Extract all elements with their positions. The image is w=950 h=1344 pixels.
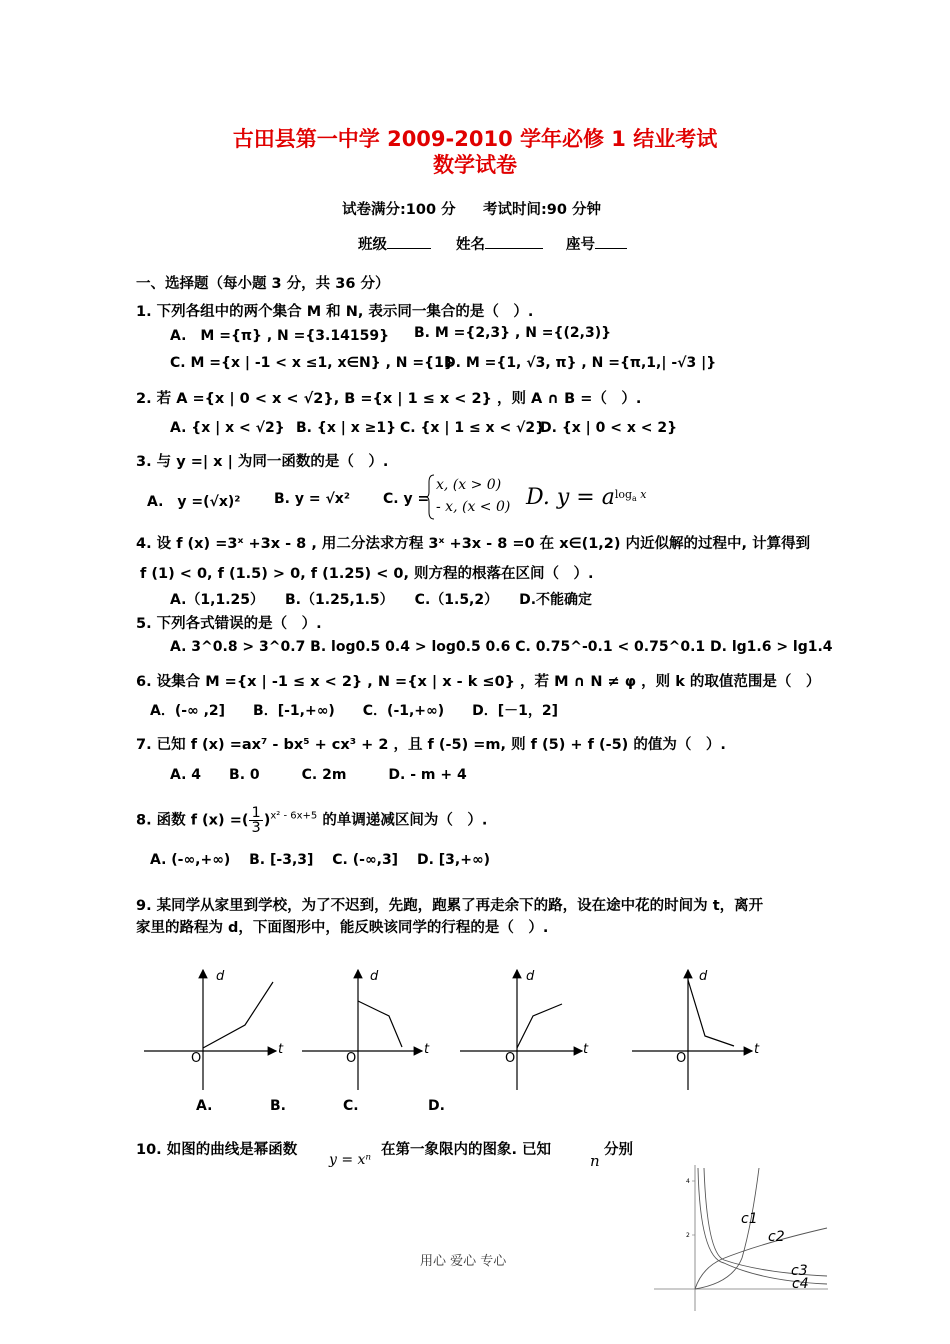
question-9-line-2: 家里的路程为 d，下面图形中，能反映该同学的行程的是（ ）.: [136, 920, 549, 936]
graph-b-d-label: d: [370, 969, 379, 984]
question-1-option-a: A. M ={π} , N ={3.14159}: [170, 328, 390, 344]
question-2-stem: 2. 若 A ={x | 0 < x < √2}, B ={x | 1 ≤ x < 2} ，则 A ∩ B =（ ）.: [136, 391, 642, 407]
graph-a-d-label: d: [216, 969, 225, 984]
graph-b-t-label: t: [424, 1042, 430, 1057]
question-3-option-b: B. y = √x²: [274, 491, 350, 507]
question-7-options: A. 4 B. 0 C. 2m D. - m + 4: [170, 767, 467, 783]
exam-subtitle: 数学试卷: [433, 153, 517, 177]
question-8-stem: 8. 函数 f (x) =( $\frac{1}{3}$ )$^{x^2 - 6x+5}$ 的单调递减区间为（ ）.: [136, 805, 488, 836]
graph-d: [632, 969, 760, 1090]
question-3-option-d: D. $y = a^{log_a x}$: [526, 485, 647, 510]
question-6-options: A．(-∞ ,2] B．[-1,+∞) C．(-1,+∞) D．[－1，2]: [150, 703, 559, 719]
power-function-figure: [652, 1163, 830, 1313]
question-10-formula: y = xⁿ: [329, 1152, 372, 1168]
question-4-options: A.（1,1.25） B.（1.25,1.5） C.（1.5,2） D.不能确定: [170, 592, 593, 608]
graph-a-label: A.: [196, 1098, 213, 1114]
graph-b-origin: O: [346, 1051, 357, 1066]
curve-c1-label: c1: [741, 1211, 758, 1227]
graph-a-origin: O: [191, 1051, 202, 1066]
graph-c-t-label: t: [583, 1042, 589, 1057]
graph-d-origin: O: [676, 1051, 687, 1066]
question-3-case-1: x, (x > 0): [436, 477, 502, 493]
graph-c: [460, 969, 589, 1090]
tick-4: 4: [686, 1178, 690, 1185]
graph-a-t-label: t: [278, 1042, 284, 1057]
graph-c-d-label: d: [526, 969, 535, 984]
question-2-option-d: D. {x | 0 < x < 2}: [540, 420, 678, 436]
question-1-option-b: B. M ={2,3} , N ={(2,3)}: [414, 325, 612, 341]
question-2-option-c: C. {x | 1 ≤ x < √2}: [400, 420, 546, 436]
question-10-text-c: 分别: [604, 1142, 633, 1158]
question-10-text-b: 在第一象限内的图象. 已知: [381, 1142, 552, 1158]
question-9-line-1: 9. 某同学从家里到学校，为了不迟到，先跑，跑累了再走余下的路，设在途中花的时间为 t，离开: [136, 898, 764, 914]
question-2-option-a: A. {x | x < √2}: [170, 420, 285, 436]
question-10-text-a: 10. 如图的曲线是幂函数: [136, 1142, 298, 1158]
curve-c2-label: c2: [768, 1229, 785, 1245]
curve-c4-label: c4: [792, 1276, 809, 1292]
graph-d-t-label: t: [754, 1042, 760, 1057]
tick-2: 2: [686, 1232, 690, 1239]
graph-b: [302, 969, 430, 1090]
graph-c-label: C.: [343, 1098, 359, 1114]
question-5-stem: 5. 下列各式错误的是（ ）.: [136, 616, 322, 632]
score-info: 试卷满分:100 分: [342, 202, 456, 218]
seat-field: 座号: [566, 233, 627, 254]
graph-c-origin: O: [505, 1051, 516, 1066]
graph-d-d-label: d: [699, 969, 708, 984]
question-1-option-d: D. M ={1, √3, π} , N ={π,1,| -√3 |}: [444, 355, 717, 371]
time-info: 考试时间:90 分钟: [483, 202, 602, 218]
graph-a: [144, 969, 284, 1090]
question-4-line-1: 4. 设 f (x) =3ˣ +3x - 8 , 用二分法求方程 3ˣ +3x - 8 =0 在 x∈(1,2) 内近似解的过程中, 计算得到: [136, 536, 811, 552]
question-9-graphs: [140, 960, 780, 1090]
brace-icon: [426, 474, 436, 520]
question-3-option-c: C. y =: [383, 491, 430, 507]
question-3-case-2: - x, (x < 0): [436, 499, 511, 515]
graph-d-label: D.: [428, 1098, 445, 1114]
question-4-line-2: f (1) < 0, f (1.5) > 0, f (1.25) < 0, 则方程的根落在区间（ ）.: [140, 566, 594, 582]
exam-title: 古田县第一中学 2009-2010 学年必修 1 结业考试: [232, 127, 718, 151]
question-7-stem: 7. 已知 f (x) =ax⁷ - bx⁵ + cx³ + 2 ，且 f (-5) =m, 则 f (5) + f (-5) 的值为（ ）.: [136, 737, 726, 753]
graph-b-label: B.: [270, 1098, 286, 1114]
question-1-stem: 1. 下列各组中的两个集合 M 和 N, 表示同一集合的是（ ）.: [136, 304, 534, 320]
page-footer: 用心 爱心 专心: [420, 1254, 507, 1269]
name-field: 姓名: [456, 233, 543, 254]
question-8-options: A. (-∞,+∞) B. [-3,3] C. (-∞,3] D. [3,+∞): [150, 852, 491, 868]
question-1-option-c: C. M ={x | -1 < x ≤1, x∈N} , N ={1}: [170, 355, 454, 371]
question-10-n: n: [590, 1152, 600, 1170]
question-6-stem: 6. 设集合 M ={x | -1 ≤ x < 2} , N ={x | x - k ≤0} ，若 M ∩ N ≠ φ ，则 k 的取值范围是（ ）: [136, 674, 821, 690]
class-field: 班级: [358, 233, 431, 254]
question-3-option-a: A. y =(√x)²: [147, 494, 241, 510]
question-3-stem: 3. 与 y =| x | 为同一函数的是（ ）.: [136, 454, 389, 470]
question-5-options: A. 3^0.8 > 3^0.7 B. log0.5 0.4 > log0.5 0.6 C. 0.75^-0.1 < 0.75^0.1 D. lg1.6 > lg1.4: [170, 639, 833, 655]
question-2-option-b: B. {x | x ≥1}: [296, 420, 397, 436]
curve-c3-label: c3: [791, 1263, 808, 1279]
section-heading: 一、选择题（每小题 3 分，共 36 分）: [136, 276, 390, 292]
